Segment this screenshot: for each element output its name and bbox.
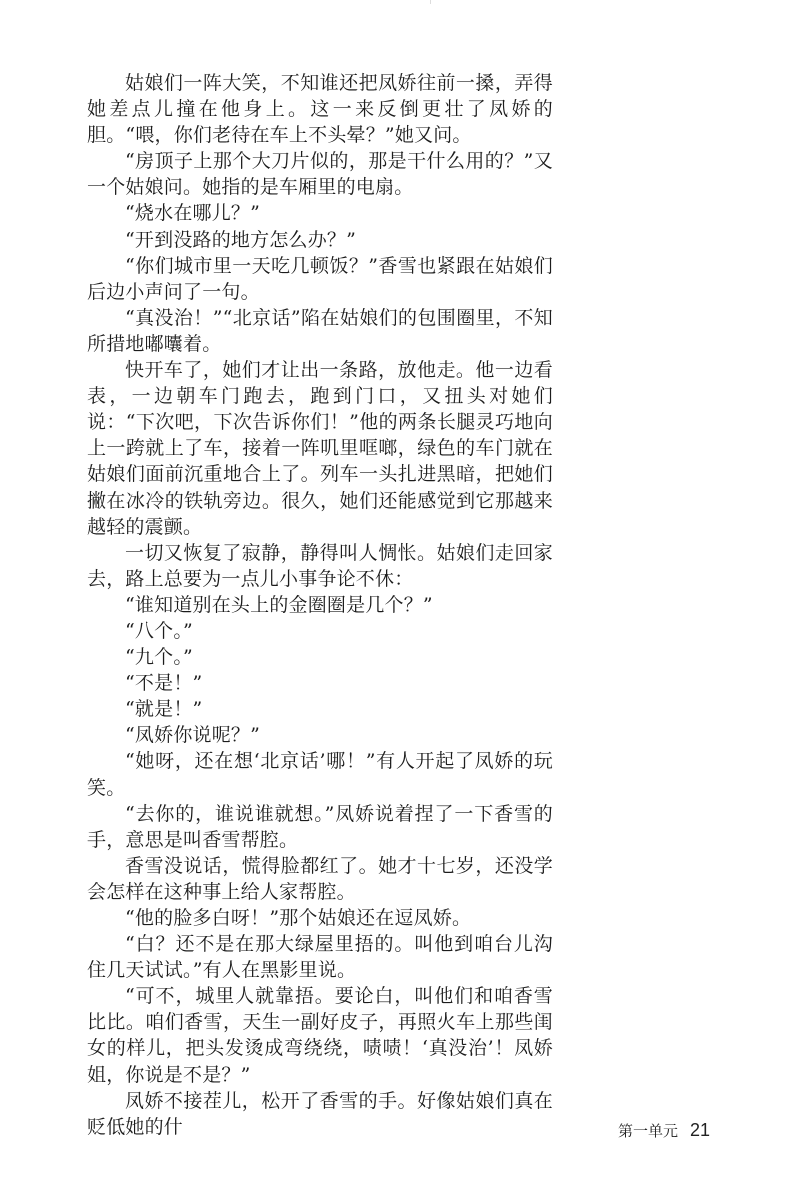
paragraph: “就是！” bbox=[125, 698, 203, 721]
page-footer bbox=[618, 1120, 710, 1141]
paragraph: “凤娇你说呢？” bbox=[125, 724, 261, 747]
paragraph: 姑娘们一阵大笑，不知谁还把凤娇往前一搡，弄得她差点儿撞在他身上。这一来反倒更壮了凤娇的胆。“喂，你们老待在车上不头晕？”她又问。 bbox=[87, 72, 553, 147]
paragraph: 快开车了，她们才让出一条路，放他走。他一边看表，一边朝车门跑去，跑到门口，又扭头对她们说：“下次吧，下次告诉你们！”他的两条长腿灵巧地向上一跨就上了车，接着一阵叽里哐啷，绿色的车门就在姑娘们面前沉重地合上了。列车一头扎进黑暗，把她们撇在冰冷的铁轨旁边。很久，她们还能感觉到它那越来越轻的震颤。 bbox=[87, 359, 553, 538]
paragraph: “八个。” bbox=[125, 619, 193, 642]
unit-label: 第一单元 bbox=[617, 1122, 678, 1140]
paragraph: 一切又恢复了寂静，静得叫人惆怅。姑娘们走回家去，路上总要为一点儿小事争论不休： bbox=[87, 541, 553, 590]
paragraph: “白？还不是在那大绿屋里捂的。叫他到咱台儿沟住几天试试。”有人在黑影里说。 bbox=[87, 933, 553, 982]
paragraph: “不是！” bbox=[125, 672, 203, 695]
paragraph: “开到没路的地方怎么办？” bbox=[125, 228, 357, 251]
paragraph: “烧水在哪儿？” bbox=[125, 202, 261, 225]
paragraph: “可不，城里人就靠捂。要论白，叫他们和咱香雪比比。咱们香雪，天生一副好皮子，再照火车上那些闺女的样儿，把头发烫成弯绕绕，啧啧！‘真没治’！凤娇姐，你说是不是？” bbox=[87, 985, 553, 1086]
paragraph: “他的脸多白呀！”那个姑娘还在逗凤娇。 bbox=[125, 907, 472, 929]
page-number: 21 bbox=[689, 1120, 710, 1140]
paragraph: “去你的，谁说谁就想。”凤娇说着捏了一下香雪的手，意思是叫香雪帮腔。 bbox=[87, 802, 553, 851]
paragraph: “真没治！”“北京话”陷在姑娘们的包围圈里，不知所措地嘟囔着。 bbox=[87, 306, 553, 355]
paragraph: “房顶子上那个大刀片似的，那是干什么用的？”又一个姑娘问。她指的是车厢里的电扇。 bbox=[87, 150, 553, 199]
paragraph: “谁知道别在头上的金圈圈是几个？” bbox=[125, 593, 433, 616]
paragraph: “你们城市里一天吃几顿饭？”香雪也紧跟在姑娘们后边小声问了一句。 bbox=[87, 254, 553, 303]
paragraph: 凤娇不接茬儿，松开了香雪的手。好像姑娘们真在贬低她的什 bbox=[87, 1089, 553, 1138]
paragraph: “她呀，还在想‘北京话’哪！”有人开起了凤娇的玩笑。 bbox=[87, 750, 553, 799]
body-text bbox=[87, 70, 553, 1140]
paragraph: “九个。” bbox=[125, 646, 193, 669]
paragraph: 香雪没说话，慌得脸都红了。她才十七岁，还没学会怎样在这种事上给人家帮腔。 bbox=[87, 854, 553, 903]
scan-mark bbox=[430, 0, 431, 4]
